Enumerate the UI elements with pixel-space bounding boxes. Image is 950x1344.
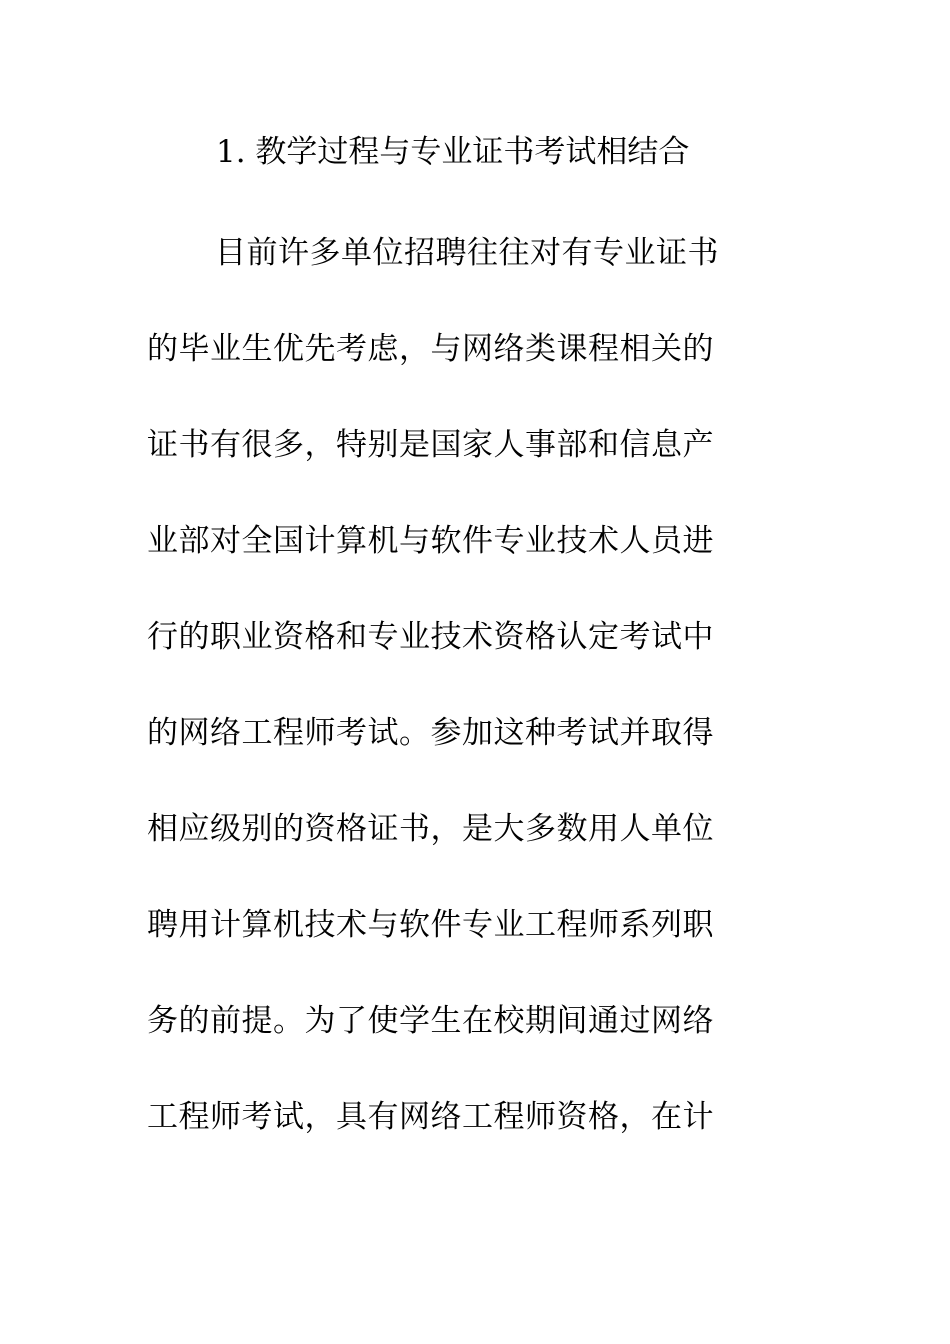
paragraph-line: 的网络工程师考试。参加这种考试并取得 xyxy=(147,715,714,751)
paragraph xyxy=(147,222,777,1182)
paragraph-line: 聘用计算机技术与软件专业工程师系列职 xyxy=(147,907,714,943)
paragraph-line: 的毕业生优先考虑，与网络类课程相关的 xyxy=(147,331,714,367)
paragraph-line: 工程师考试，具有网络工程师资格，在计 xyxy=(147,1099,714,1135)
section-heading: 1. 教学过程与专业证书考试相结合 xyxy=(216,134,690,170)
paragraph-line: 务的前提。为了使学生在校期间通过网络 xyxy=(147,1003,714,1039)
paragraph-line: 目前许多单位招聘往往对有专业证书 xyxy=(215,235,719,271)
paragraph-line: 相应级别的资格证书，是大多数用人单位 xyxy=(147,811,714,847)
paragraph-line: 行的职业资格和专业技术资格认定考试中 xyxy=(147,619,714,655)
paragraph-line: 业部对全国计算机与软件专业技术人员进 xyxy=(147,523,714,559)
paragraph-line: 证书有很多，特别是国家人事部和信息产 xyxy=(147,427,714,463)
